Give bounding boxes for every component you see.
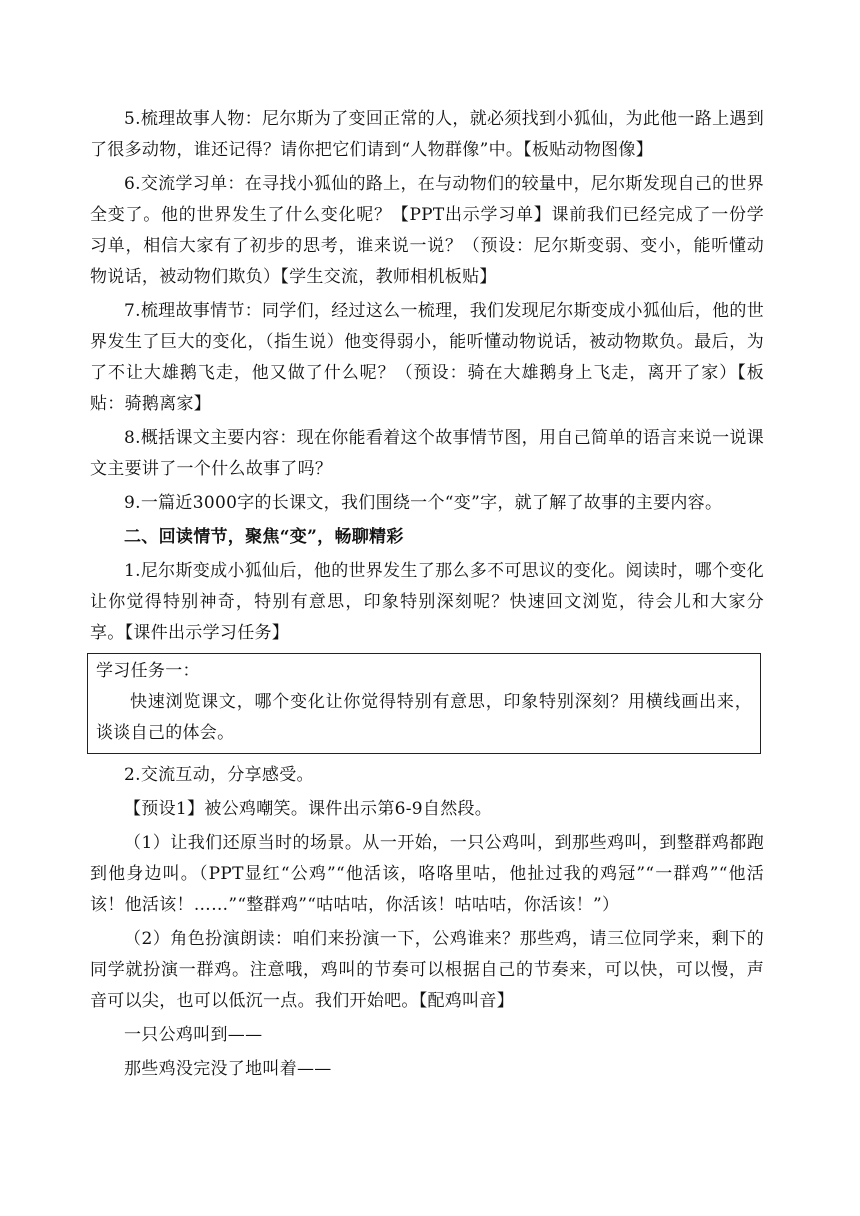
paragraph-6: 6.交流学习单：在寻找小狐仙的路上，在与动物们的较量中，尼尔斯发现自己的世界全变了。他的世界发生了什么变化呢？【PPT出示学习单】课前我们已经完成了一份学习单，相信大家有了初步的思考，谁来说一说？（预设：尼尔斯变弱、变小，能听懂动物说话，被动物们欺负）【学生交流，教师相机板贴】 <box>90 174 764 287</box>
paragraph-exchange: 2.交流互动，分享感受。 <box>124 765 314 785</box>
section-paragraph-1: 1.尼尔斯变成小狐仙后，他的世界发生了那么多不可思议的变化。阅读时，哪个变化让你觉得特别神奇，特别有意思，印象特别深刻呢？快速回文浏览，待会儿和大家分享。【课件出示学习任务】 <box>90 561 764 643</box>
paragraph-scene: （1）让我们还原当时的场景。从一开始，一只公鸡叫，到那些鸡叫，到整群鸡都跑到他身边叫。（PPT显红“公鸡”“他活该，咯咯里咕，他扯过我的鸡冠”“一群鸡”“他活该！他活该！……”“整群鸡”“咕咕咕，你活该！咕咕咕，你活该！”） <box>90 833 764 915</box>
paragraph-8: 8.概括课文主要内容：现在你能看着这个故事情节图，用自己简单的语言来说一说课文主要讲了一个什么故事了吗？ <box>90 428 764 479</box>
paragraph-preset-1: 【预设1】被公鸡嘲笑。课件出示第6-9自然段。 <box>124 799 493 819</box>
document-page <box>90 104 764 1085</box>
paragraph-5: 5.梳理故事人物：尼尔斯为了变回正常的人，就必须找到小狐仙，为此他一路上遇到了很多动物，谁还记得？请你把它们请到“人物群像”中。【板贴动物图像】 <box>90 109 764 160</box>
learning-task-box <box>87 653 761 754</box>
paragraph-7: 7.梳理故事情节：同学们，经过这么一梳理，我们发现尼尔斯变成小狐仙后，他的世界发生了巨大的变化，（指生说）他变得弱小，能听懂动物说话，被动物欺负。最后，为了不让大雄鹅飞走，他又做了什么呢？（预设：骑在大雄鹅身上飞走，离开了家）【板贴：骑鹅离家】 <box>90 301 764 414</box>
script-line-2: 那些鸡没完没了地叫着—— <box>124 1059 332 1079</box>
task-title: 学习任务一： <box>96 661 200 681</box>
script-line-1: 一只公鸡叫到—— <box>124 1025 263 1045</box>
task-body: 快速浏览课文，哪个变化让你觉得特别有意思，印象特别深刻？用横线画出来，谈谈自己的体会。 <box>96 692 752 743</box>
paragraph-role-play: （2）角色扮演朗读：咱们来扮演一下，公鸡谁来？那些鸡，请三位同学来，剩下的同学就扮演一群鸡。注意哦，鸡叫的节奏可以根据自己的节奏来，可以快，可以慢，声音可以尖，也可以低沉一点。我们开始吧。【配鸡叫音】 <box>90 929 764 1011</box>
paragraph-9: 9.一篇近3000字的长课文，我们围绕一个“变”字，就了解了故事的主要内容。 <box>124 493 723 513</box>
section-heading: 二、回读情节，聚焦“变”，畅聊精彩 <box>124 527 404 547</box>
